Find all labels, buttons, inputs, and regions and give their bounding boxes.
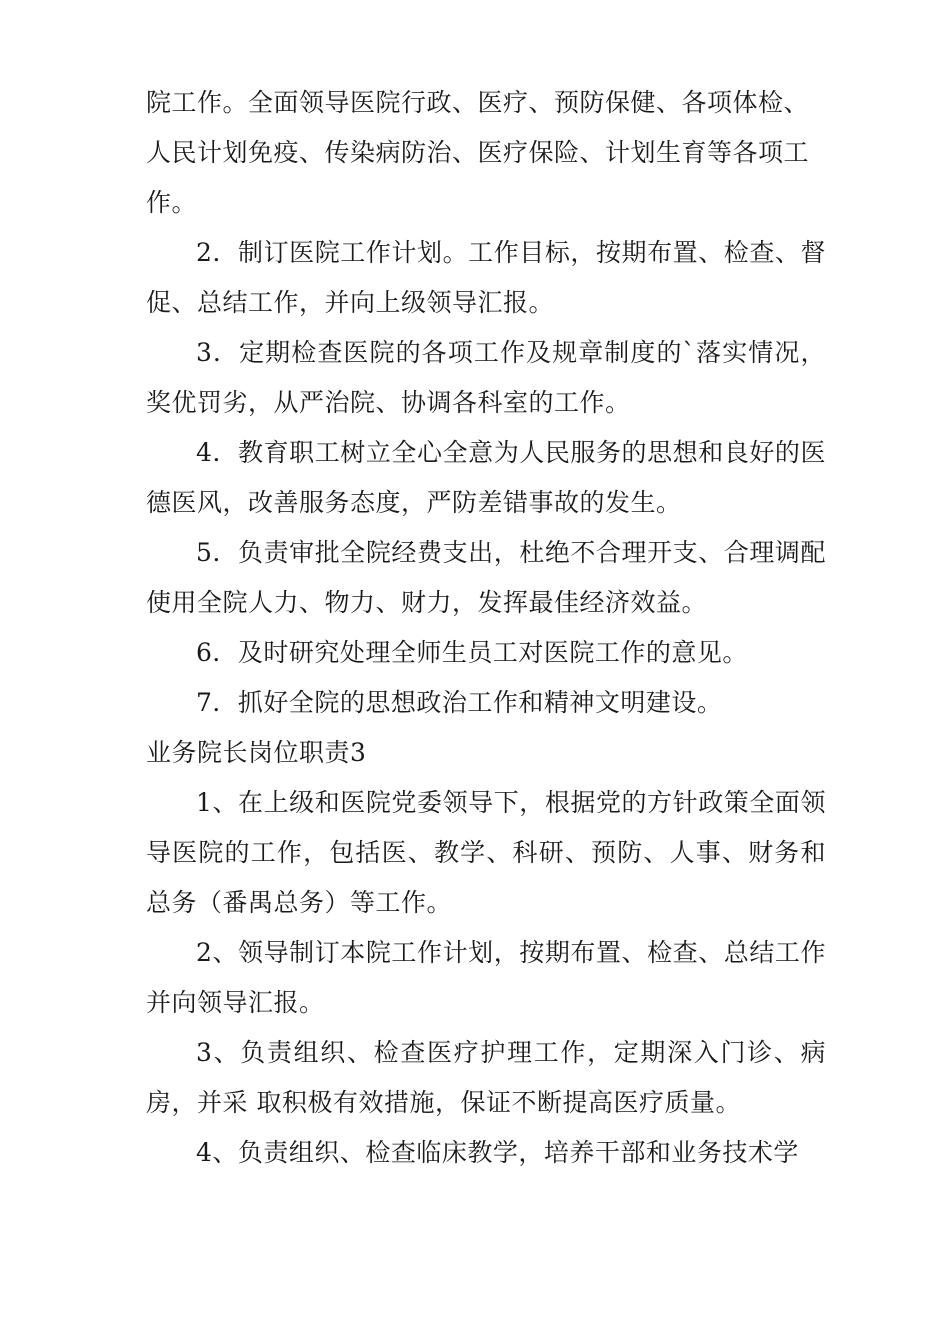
section3-item-3: 3、负责组织、检查医疗护理工作，定期深入门诊、病房，并采 取积极有效措施，保证不断提高医疗质量。 <box>146 1038 826 1117</box>
duty-item-5: 5．负责审批全院经费支出，杜绝不合理开支、合理调配使用全院人力、物力、财力，发挥最佳经济效益。 <box>146 538 826 617</box>
section3-item-4: 4、负责组织、检查临床教学，培养干部和业务技术学 <box>196 1138 799 1167</box>
continuation-paragraph: 院工作。全面领导医院行政、医疗、预防保健、各项体检、人民计划免疫、传染病防治、医疗保险、计划生育等各项工作。 <box>146 88 810 217</box>
section-heading: 业务院长岗位职责3 <box>146 738 367 767</box>
duty-item-4: 4．教育职工树立全心全意为人民服务的思想和良好的医德医风，改善服务态度，严防差错事故的发生。 <box>146 438 826 517</box>
duty-item-7: 7．抓好全院的思想政治工作和精神文明建设。 <box>196 688 723 717</box>
document-body <box>146 78 826 1178</box>
duty-item-6: 6．及时研究处理全师生员工对医院工作的意见。 <box>196 638 748 667</box>
section3-item-2: 2、领导制订本院工作计划，按期布置、检查、总结工作并向领导汇报。 <box>146 938 826 1017</box>
duty-item-3: 3．定期检查医院的各项工作及规章制度的`落实情况，奖优罚劣，从严治院、协调各科室的工作。 <box>146 338 826 417</box>
section3-item-1: 1、在上级和医院党委领导下，根据党的方针政策全面领导医院的工作，包括医、教学、科研、预防、人事、财务和总务（番禺总务）等工作。 <box>146 788 826 917</box>
duty-item-2: 2．制订医院工作计划。工作目标，按期布置、检查、督促、总结工作，并向上级领导汇报。 <box>146 238 826 317</box>
